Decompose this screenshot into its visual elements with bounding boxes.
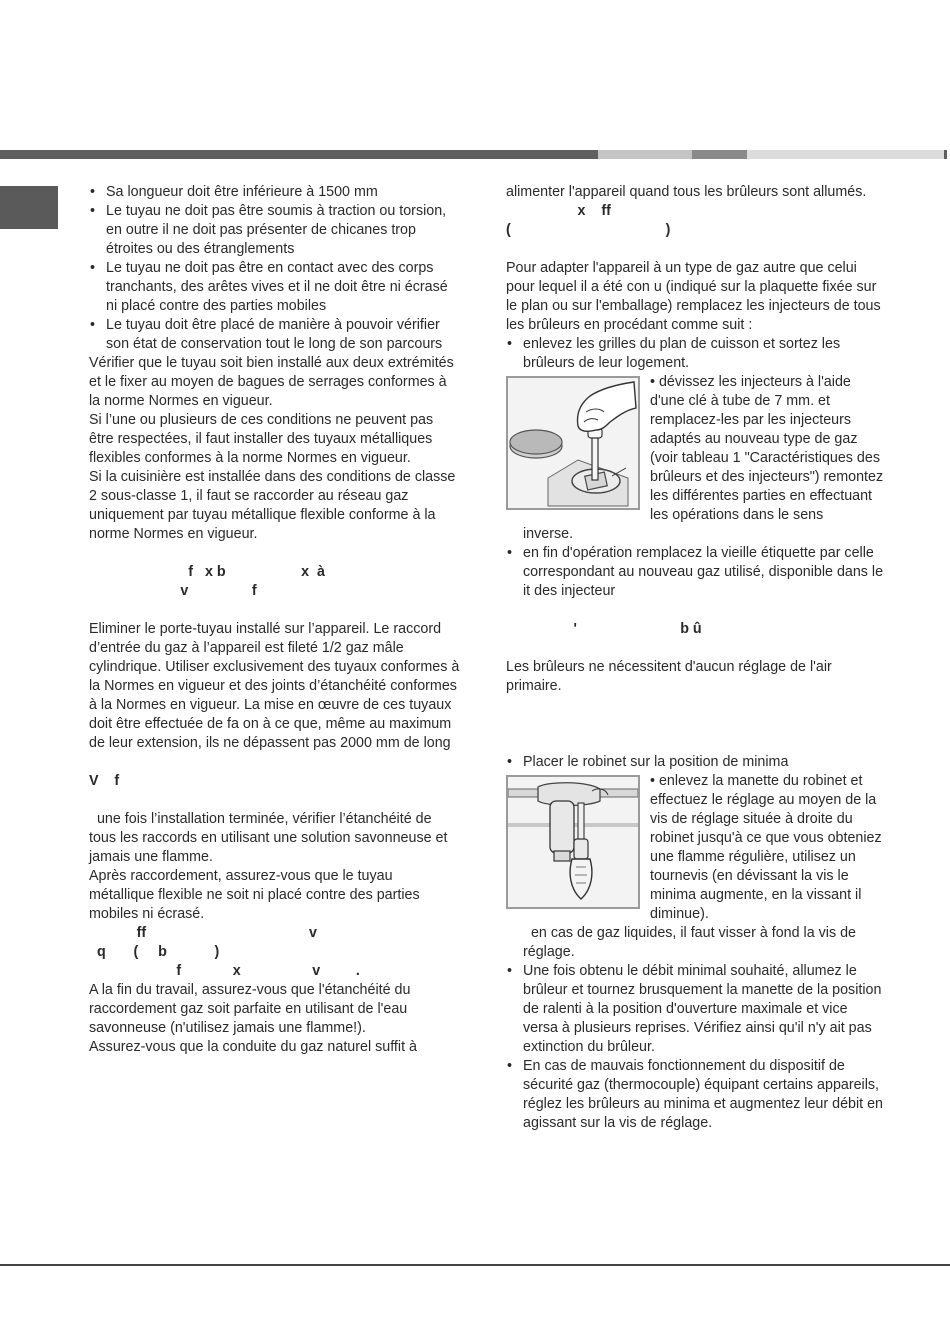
section-heading: f x v . (89, 963, 360, 979)
paragraph: Les brûleurs ne nécessitent d'aucun réglage de l'air primaire. (506, 659, 832, 694)
paragraph: alimenter l'appareil quand tous les brûleurs sont allumés. (506, 184, 867, 200)
list-item: • enlevez les grilles du plan de cuisson et sortez les brûleurs de leur logement. (506, 335, 884, 373)
header-bar-dark-segment (0, 150, 598, 159)
paragraph: en cas de gaz liquides, il faut visser à fond la vis de réglage. (523, 925, 860, 960)
valve-figure-block (506, 772, 884, 924)
valve-screwdriver-illustration (506, 775, 640, 909)
footer-rule (0, 1264, 950, 1266)
header-bar-light-segment (598, 150, 692, 159)
list-item: • Le tuyau doit être placé de manière à pouvoir vérifier son état de conservation tout le long de son parcours (89, 316, 461, 354)
paragraph: Si la cuisinière est installée dans des conditions de classe 2 sous-classe 1, il faut se raccorder au réseau gaz uniquement par tuyau métallique flexible conforme à la norme Normes en vigueur. (89, 469, 456, 542)
wrench-hand-icon (508, 378, 638, 508)
paragraph: une fois l’installation terminée, vérifier l’étanchéité de tous les raccords en utilisant une solution savonneuse et jamais une flamme. (89, 811, 452, 865)
list-item: • Placer le robinet sur la position de minima (506, 753, 884, 772)
section-heading: ff v (89, 925, 317, 941)
header-bar-end-mark (944, 150, 947, 159)
left-column (89, 183, 461, 1057)
paragraph: Après raccordement, assurez-vous que le tuyau métallique flexible ne soit ni placé contre des parties mobiles ni écrasé. (89, 868, 420, 922)
paragraph: Vérifier que le tuyau soit bien installé aux deux extrémités et le fixer au moyen de bagues de serrages conformes à la norme Normes en vigueur. (89, 355, 454, 409)
list-item: • Le tuyau ne doit pas être en contact avec des corps tranchants, des arêtes vives et il ne doit être ni écrasé ni placé contre des parties mobiles (89, 259, 461, 316)
list-item: • Sa longueur doit être inférieure à 1500 mm (89, 183, 461, 202)
section-heading: V f (89, 773, 120, 789)
screwdriver-valve-icon (508, 777, 638, 907)
injector-wrench-illustration (506, 376, 640, 510)
paragraph: Si l’une ou plusieurs de ces conditions ne peuvent pas être respectées, il faut installer des tuyaux métalliques flexibles conformes à la norme Normes en vigueur. (89, 412, 434, 466)
right-column (506, 183, 884, 1133)
language-side-tab (0, 186, 58, 229)
header-bar-pale-segment (747, 150, 944, 159)
list-item: • en fin d'opération remplacez la vieille étiquette par celle correspondant au nouveau gaz utilisé, disponible dans le it des injecteur (506, 544, 884, 601)
paragraph: A la fin du travail, assurez-vous que l'étanchéité du raccordement gaz soit parfaite en utilisant de l'eau savonneuse (n'utilisez jamais une flamme!). (89, 982, 411, 1036)
paragraph: inverse. (523, 526, 574, 542)
list-item: • Le tuyau ne doit pas être soumis à traction ou torsion, en outre il ne doit pas présenter de chicanes trop étroites ou des étranglements (89, 202, 461, 259)
list-item: • En cas de mauvais fonctionnement du dispositif de sécurité gaz (thermocouple) équipant certains appareils, réglez les brûleurs au minima et augmentez leur débit en agissant sur la vis de réglage. (506, 1057, 884, 1133)
paragraph: • dévissez les injecteurs à l'aide d'une clé à tube de 7 mm. et remplacez-les par les injecteurs adaptés au nouveau type de gaz (voir tableau 1 "Caractéristiques des brûleurs et des injecteurs") remontez les différentes parties en effectuant les opérations dans le sens (650, 374, 884, 523)
paragraph: Assurez-vous que la conduite du gaz naturel suffit à (89, 1039, 417, 1055)
section-heading: q ( b ) (89, 944, 220, 960)
section-heading: ( ) (506, 222, 671, 238)
paragraph: Pour adapter l'appareil à un type de gaz autre que celui pour lequel il a été con u (indiqué sur la plaquette fixée sur le plan ou sur l'emballage) remplacez les injecteurs de tous les brûleurs en procédant comme suit : (506, 260, 881, 333)
section-heading: ' b û (506, 621, 702, 637)
header-color-bar (0, 150, 950, 159)
injector-figure-block (506, 373, 884, 525)
paragraph: Eliminer le porte-tuyau installé sur l’appareil. Le raccord d’entrée du gaz à l’appareil est fileté 1/2 gaz mâle cylindrique. Utiliser exclusivement des tuyaux conformes à la Normes en vigueur et des joints d’étanchéité conformes à la Normes en vigueur. La mise en œuvre de ces tuyaux doit être effectuée de fa on à ce que, même au maximum de leur extension, ils ne dépassent pas 2000 mm de long (89, 621, 460, 751)
section-heading: v f (89, 583, 257, 599)
section-heading: f x b x à (89, 564, 325, 580)
header-bar-mid-segment (692, 150, 747, 159)
paragraph: • enlevez la manette du robinet et effectuez le réglage au moyen de la vis de réglage située à droite du robinet jusqu'à ce que vous obteniez une flamme régulière, utilisez un tournevis (en dévissant la vis le minima augmente, en la vissant il diminue). (650, 773, 882, 922)
section-heading: x ff (506, 203, 611, 219)
list-item: • Une fois obtenu le débit minimal souhaité, allumez le brûleur et tournez brusquement la manette de la position de ralenti à la position d'ouverture maximale et vice versa à plusieurs reprises. Vérifiez ainsi qu'il n'y ait pas extinction du brûleur. (506, 962, 884, 1057)
